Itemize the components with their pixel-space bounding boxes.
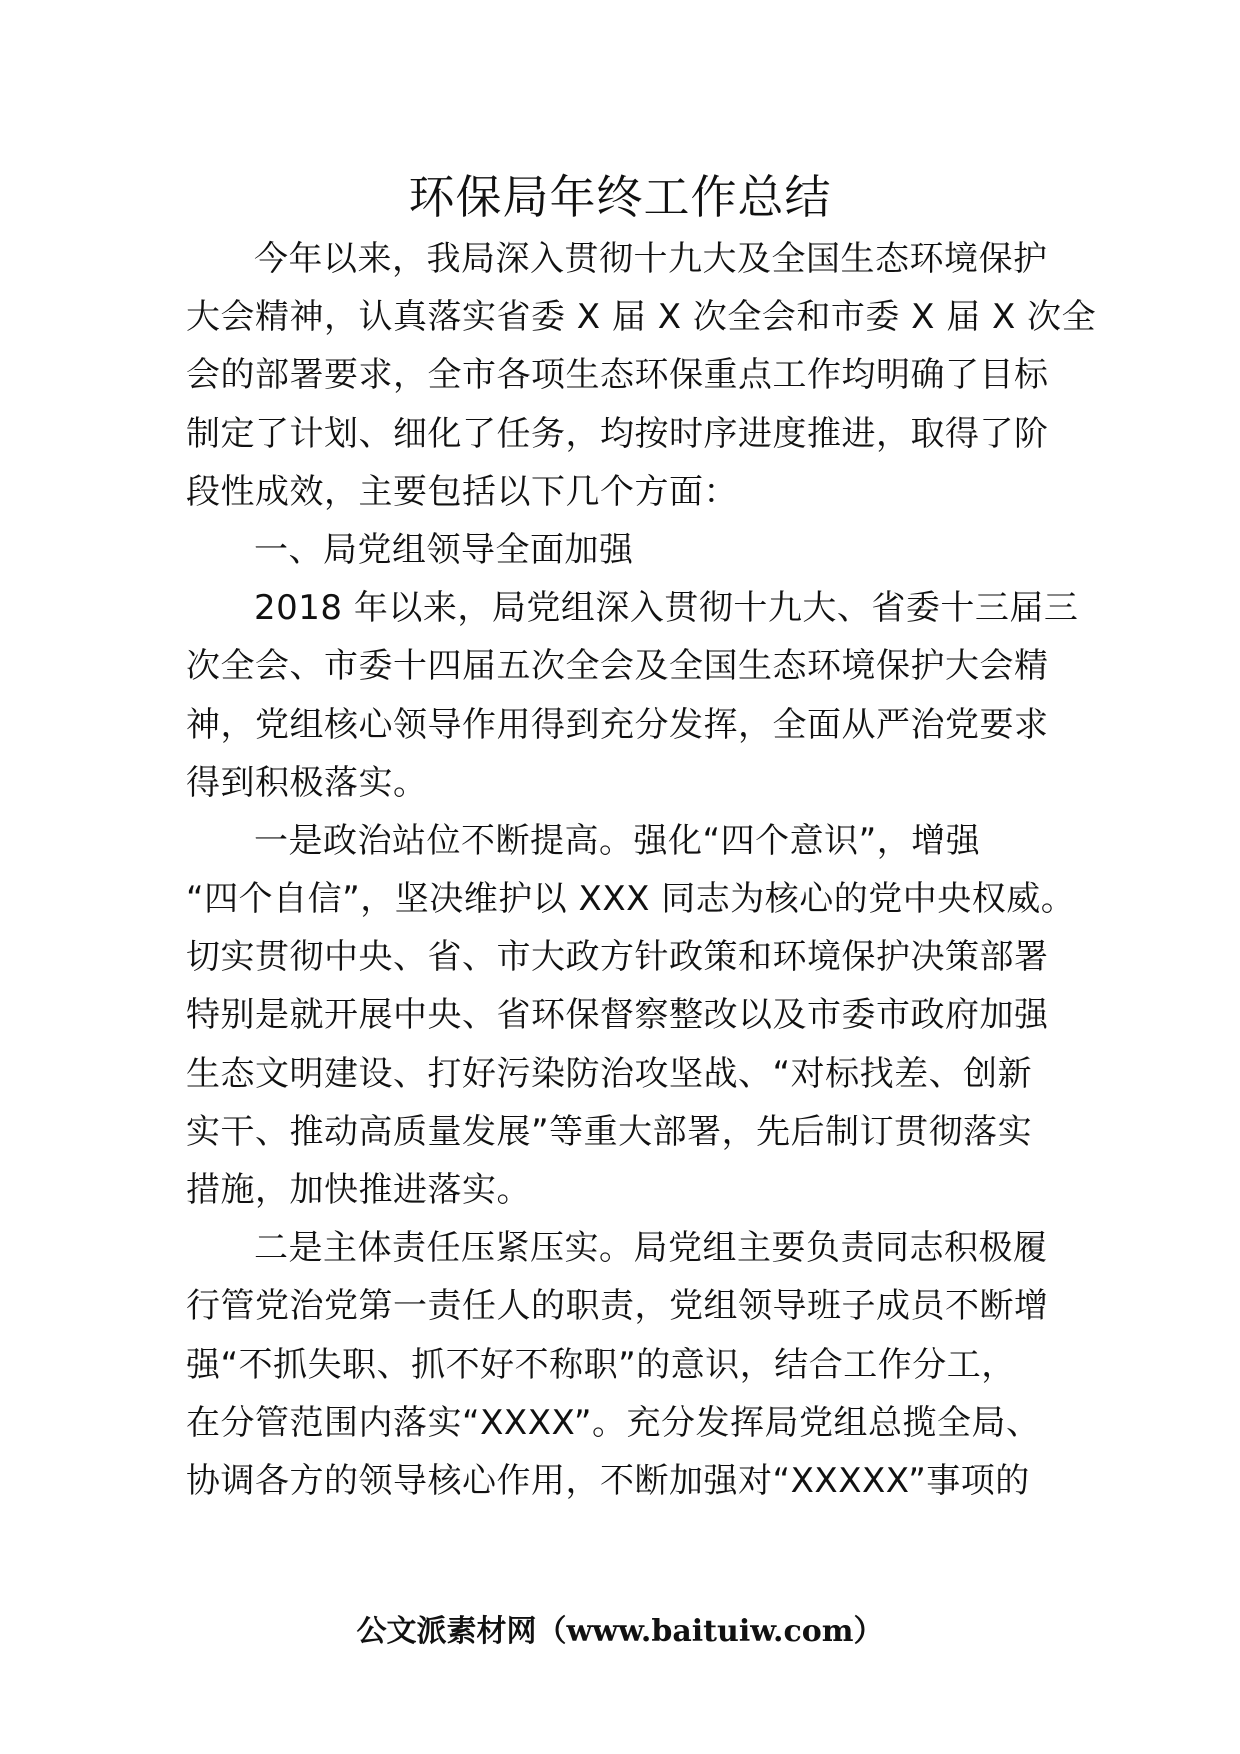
paragraph-line: 协调各方的领导核心作用，不断加强对“XXXXX”事项的	[186, 1460, 1030, 1501]
paragraph-line: 一是政治站位不断提高。强化“四个意识”，增强	[254, 820, 981, 861]
paragraph-line: 强“不抓失职、抓不好不称职”的意识，结合工作分工，	[186, 1344, 1016, 1385]
paragraph-line: 次全会、市委十四届五次全会及全国生态环境保护大会精	[186, 646, 1049, 687]
paragraph-line: 措施，加快推进落实。	[186, 1170, 531, 1210]
paragraph-line: 二是主体责任压紧压实。局党组主要负责同志积极履	[254, 1228, 1048, 1269]
paragraph-line: 制定了计划、细化了任务，均按时序进度推进，取得了阶	[186, 413, 1049, 454]
paragraph-line: 在分管范围内落实“XXXX”。充分发挥局党组总揽全局、	[186, 1402, 1041, 1443]
paragraph-line: 生态文明建设、打好污染防治攻坚战、“对标找差、创新	[186, 1053, 1033, 1094]
paragraph-line: 段性成效，主要包括以下几个方面：	[186, 471, 738, 512]
paragraph-line: 得到积极落实。	[186, 762, 428, 803]
paragraph-line: 特别是就开展中央、省环保督察整改以及市委市政府加强	[186, 995, 1049, 1036]
paragraph-line: 会的部署要求，全市各项生态环保重点工作均明确了目标	[186, 355, 1049, 396]
paragraph-line: “四个自信”，坚决维护以 XXX 同志为核心的党中央权威。	[186, 879, 1076, 920]
paragraph-line: 大会精神，认真落实省委 X 届 X 次全会和市委 X 届 X 次全	[186, 297, 1097, 338]
footer-source: 公文派素材网（www.baituiw.com）	[356, 1614, 884, 1649]
paragraph-line: 2018 年以来，局党组深入贯彻十九大、省委十三届三	[254, 588, 1079, 629]
document-title: 环保局年终工作总结	[408, 170, 832, 224]
paragraph-line: 今年以来，我局深入贯彻十九大及全国生态环境保护	[254, 239, 1048, 279]
section-heading: 一、局党组领导全面加强	[254, 529, 634, 570]
document-body	[186, 230, 1097, 1510]
paragraph-line: 行管党治党第一责任人的职责，党组领导班子成员不断增	[186, 1286, 1049, 1327]
paragraph-line: 切实贯彻中央、省、市大政方针政策和环境保护决策部署	[186, 937, 1049, 978]
paragraph-line: 实干、推动高质量发展”等重大部署，先后制订贯彻落实	[186, 1111, 1033, 1152]
paragraph-line: 神，党组核心领导作用得到充分发挥，全面从严治党要求	[186, 704, 1049, 745]
